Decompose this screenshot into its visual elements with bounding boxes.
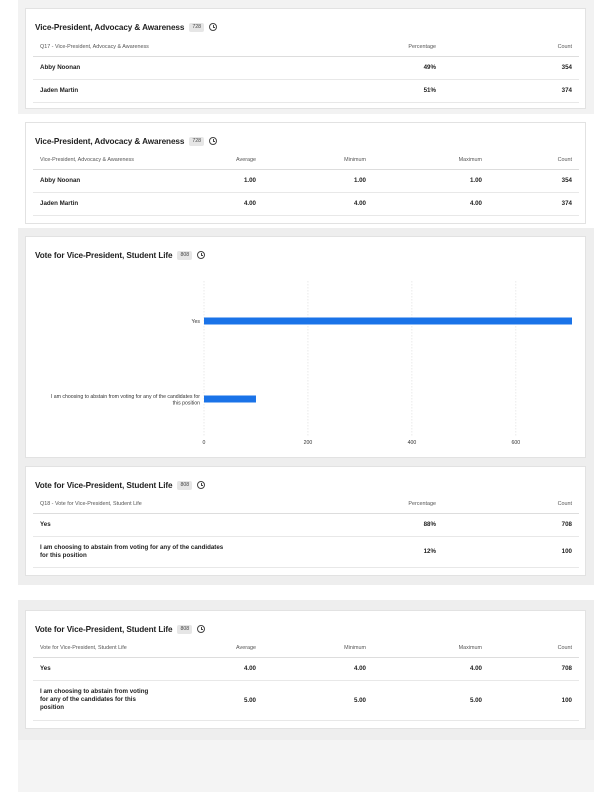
card-title: Vice-President, Advocacy & Awareness	[35, 136, 185, 146]
maximum-cell: 4.00	[373, 192, 489, 215]
column-header: Average	[153, 151, 263, 169]
average-cell: 5.00	[153, 680, 263, 720]
count-cell: 374	[489, 192, 579, 215]
table-row	[33, 79, 579, 102]
card-title: Vice-President, Advocacy & Awareness	[35, 22, 185, 32]
category-label: I am choosing to abstain from voting for any of the candidates for this position	[50, 394, 200, 407]
count-cell: 354	[443, 56, 579, 79]
statistics-table	[33, 639, 579, 721]
percentage-cell: 12%	[363, 536, 443, 567]
minimum-cell: 1.00	[263, 169, 373, 192]
choice-label: Jaden Martin	[33, 79, 363, 102]
column-header: Count	[443, 495, 579, 513]
statistics-table	[33, 151, 579, 216]
card-title: Vote for Vice-President, Student Life	[35, 250, 173, 260]
info-icon[interactable]	[197, 625, 205, 633]
card-title: Vote for Vice-President, Student Life	[35, 480, 173, 490]
count-cell: 374	[443, 79, 579, 102]
percentage-cell: 88%	[363, 513, 443, 536]
percentage-table	[33, 38, 579, 103]
percentage-cell: 49%	[363, 56, 443, 79]
x-tick-label: 200	[303, 440, 313, 446]
column-header: Minimum	[263, 639, 373, 657]
maximum-cell: 1.00	[373, 169, 489, 192]
choice-label: Abby Noonan	[33, 169, 153, 192]
table-row	[33, 192, 579, 215]
response-count-badge: 728	[189, 137, 204, 146]
choice-label-text: I am choosing to abstain from voting for any of the candidates for this position	[40, 688, 149, 711]
category-label: Yes	[191, 319, 200, 325]
choice-label	[33, 680, 153, 720]
count-cell: 100	[489, 680, 579, 720]
card-header	[35, 477, 585, 493]
minimum-cell: 5.00	[263, 680, 373, 720]
table-row	[33, 680, 579, 720]
percentage-cell: 51%	[363, 79, 443, 102]
column-header: Minimum	[263, 151, 373, 169]
table-row	[33, 169, 579, 192]
average-cell: 1.00	[153, 169, 263, 192]
minimum-cell: 4.00	[263, 657, 373, 680]
column-header: Count	[443, 38, 579, 56]
column-header: Count	[489, 639, 579, 657]
column-header: Percentage	[363, 38, 443, 56]
column-header: Count	[489, 151, 579, 169]
column-header: Vice-President, Advocacy & Awareness	[33, 151, 153, 169]
card-title: Vote for Vice-President, Student Life	[35, 624, 173, 634]
response-count-badge: 728	[189, 23, 204, 32]
bar	[204, 318, 572, 325]
maximum-cell: 4.00	[373, 657, 489, 680]
x-tick-label: 600	[511, 440, 521, 446]
student-life-percentage-card	[25, 466, 586, 576]
bar-chart	[26, 267, 585, 457]
column-header: Q17 - Vice-President, Advocacy & Awareness	[33, 38, 363, 56]
count-cell: 354	[489, 169, 579, 192]
student-life-chart-card	[25, 236, 586, 458]
count-cell: 708	[489, 657, 579, 680]
card-header	[35, 19, 585, 35]
table-row	[33, 56, 579, 79]
response-count-badge: 808	[177, 251, 192, 260]
x-tick-label: 400	[407, 440, 417, 446]
minimum-cell: 4.00	[263, 192, 373, 215]
count-cell: 708	[443, 513, 579, 536]
table-header-row	[33, 495, 579, 513]
card-header	[35, 247, 585, 263]
table-row	[33, 657, 579, 680]
column-header: Maximum	[373, 639, 489, 657]
choice-label: Yes	[33, 513, 363, 536]
choice-label: Yes	[33, 657, 153, 680]
info-icon[interactable]	[209, 23, 217, 31]
choice-label-text: I am choosing to abstain from voting for any of the candidates for this position	[40, 543, 224, 559]
bar	[204, 396, 256, 403]
table-header-row	[33, 38, 579, 56]
column-header: Vote for Vice-President, Student Life	[33, 639, 153, 657]
percentage-table	[33, 495, 579, 568]
column-header: Average	[153, 639, 263, 657]
page-background-bottom	[18, 740, 594, 792]
advocacy-percentage-card	[25, 8, 586, 109]
card-header	[35, 621, 585, 637]
card-header	[35, 133, 585, 149]
table-header-row	[33, 639, 579, 657]
x-tick-label: 0	[202, 440, 206, 446]
advocacy-statistics-card	[25, 122, 586, 224]
average-cell: 4.00	[153, 657, 263, 680]
info-icon[interactable]	[197, 481, 205, 489]
info-icon[interactable]	[209, 137, 217, 145]
table-row	[33, 513, 579, 536]
choice-label: Jaden Martin	[33, 192, 153, 215]
choice-label	[33, 536, 363, 567]
count-cell: 100	[443, 536, 579, 567]
column-header: Maximum	[373, 151, 489, 169]
student-life-statistics-card	[25, 610, 586, 729]
response-count-badge: 808	[177, 481, 192, 490]
choice-label: Abby Noonan	[33, 56, 363, 79]
average-cell: 4.00	[153, 192, 263, 215]
table-header-row	[33, 151, 579, 169]
column-header: Q18 - Vote for Vice-President, Student Life	[33, 495, 363, 513]
response-count-badge: 808	[177, 625, 192, 634]
maximum-cell: 5.00	[373, 680, 489, 720]
column-header: Percentage	[363, 495, 443, 513]
table-row	[33, 536, 579, 567]
info-icon[interactable]	[197, 251, 205, 259]
